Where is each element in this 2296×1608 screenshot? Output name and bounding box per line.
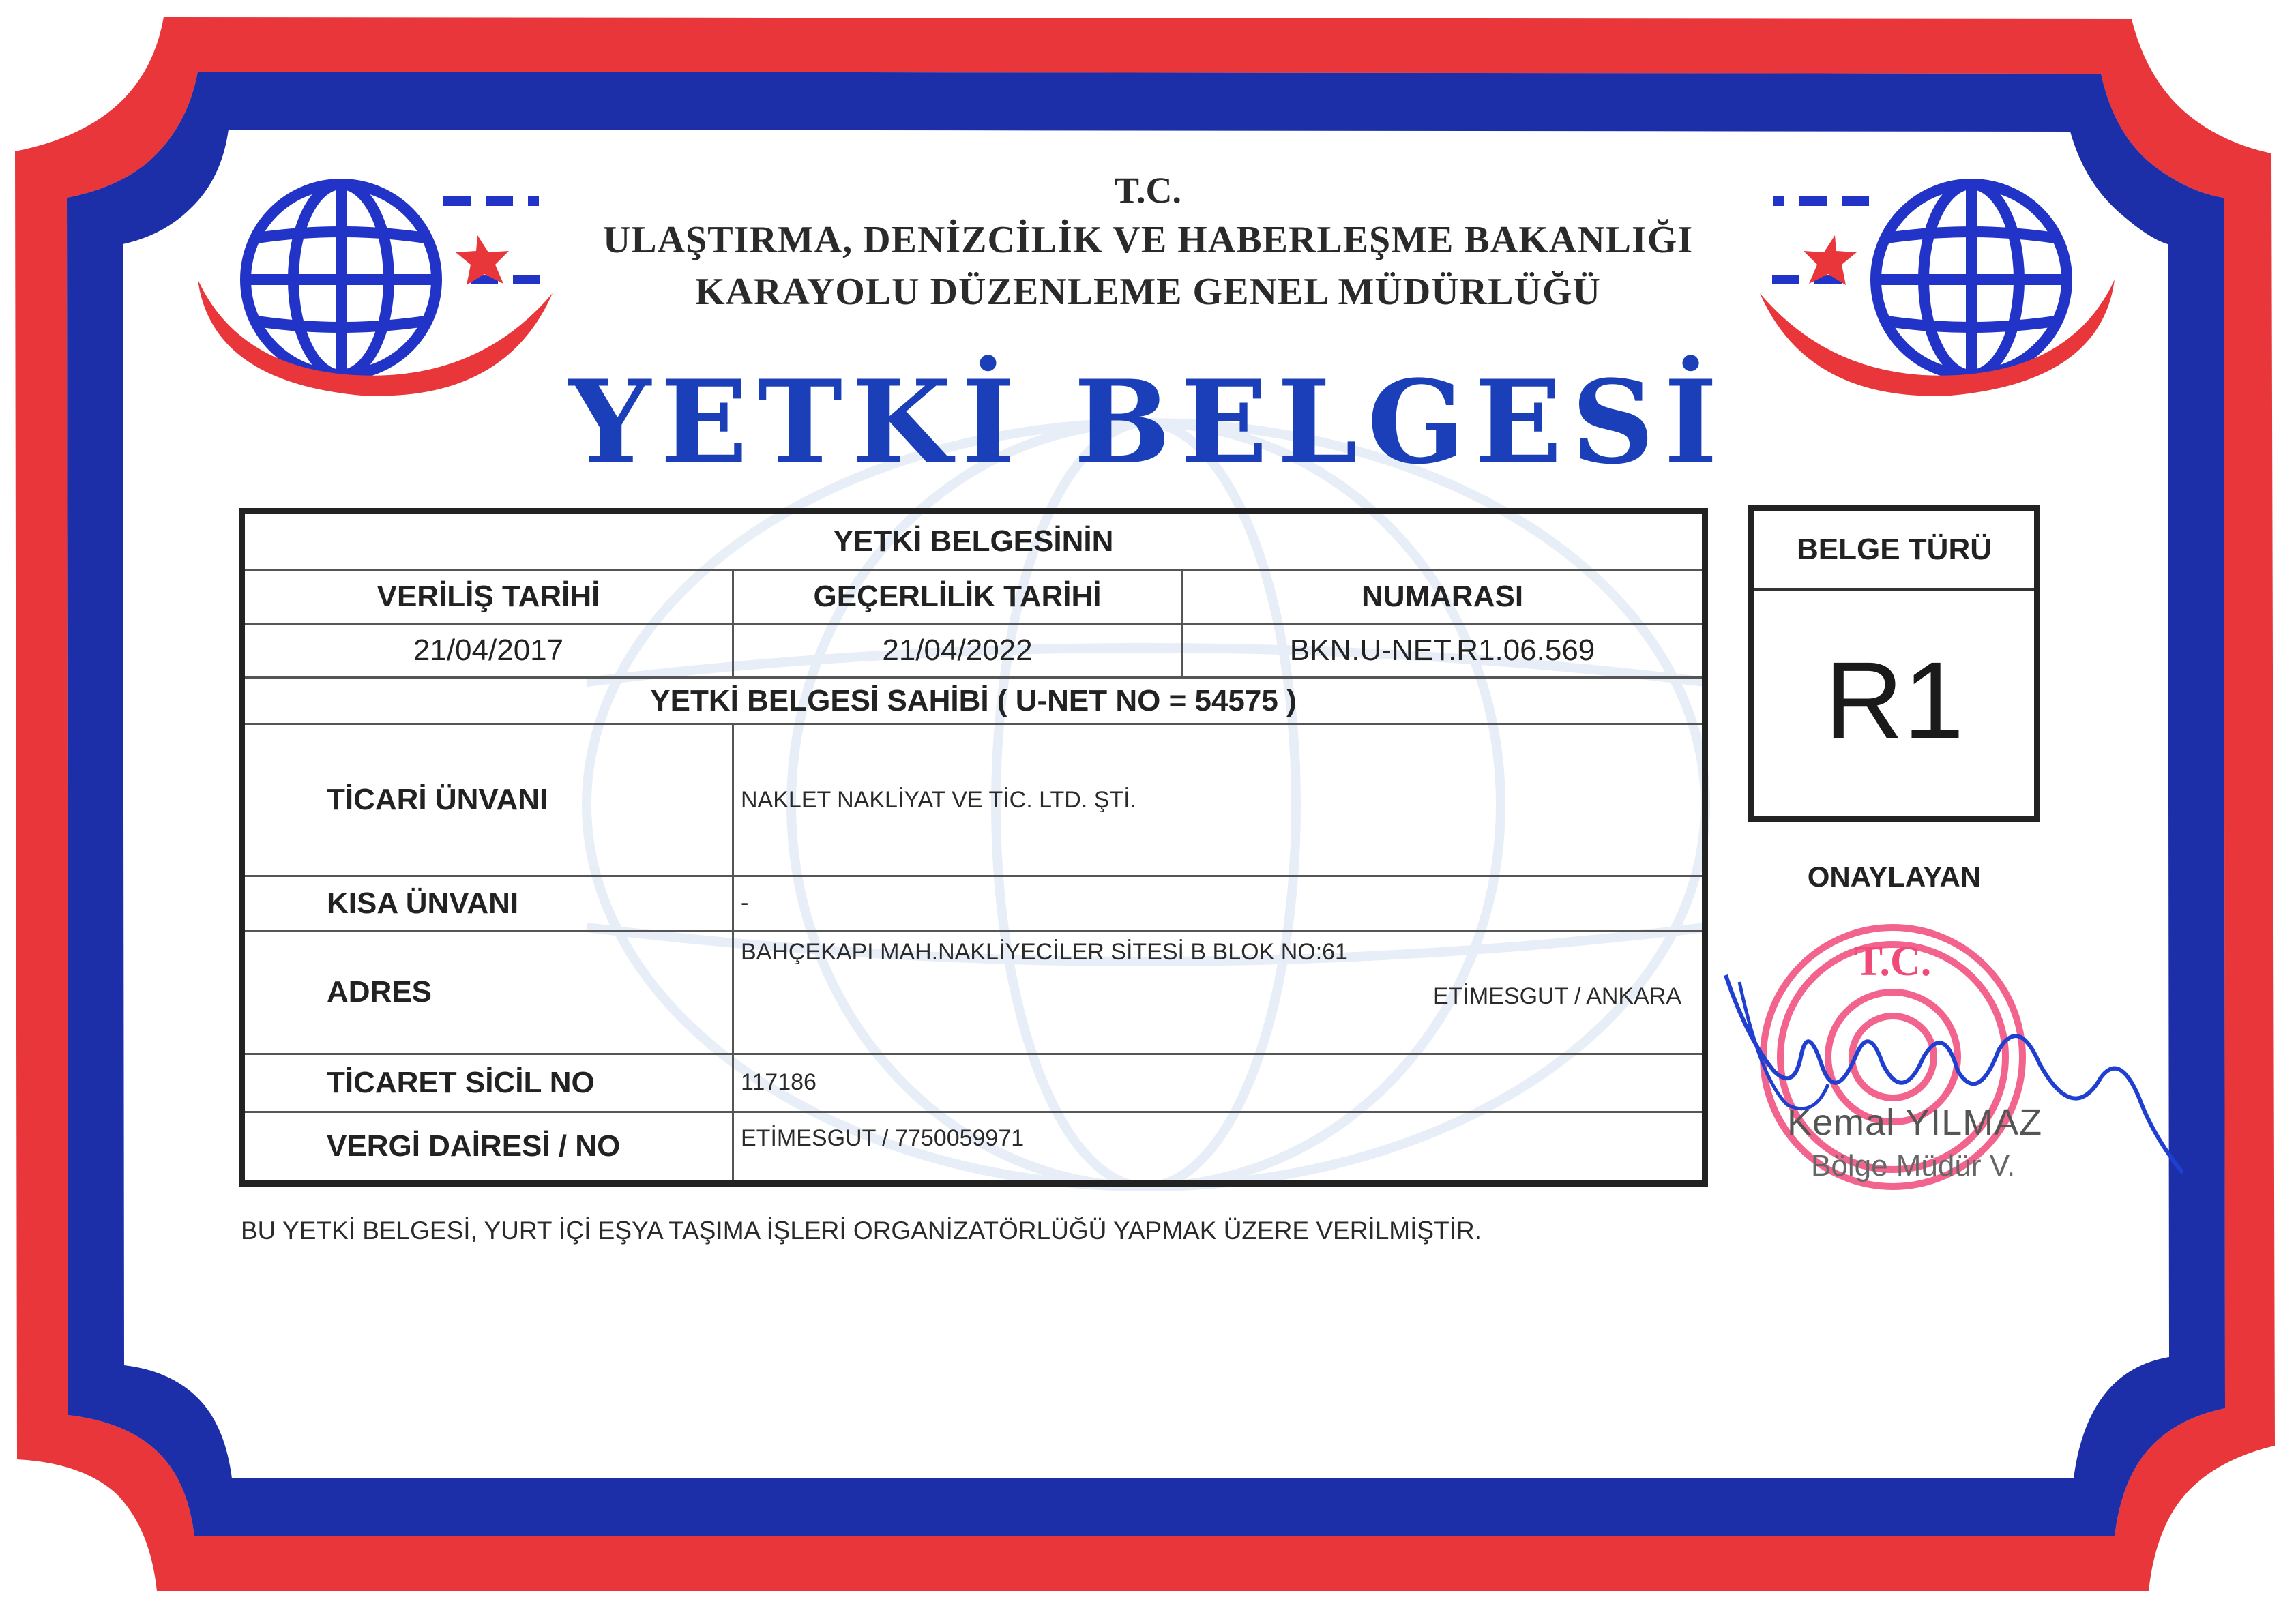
address-line-2: ETİMESGUT / ANKARA bbox=[1433, 983, 1682, 1009]
validity-date-value: 21/04/2022 bbox=[733, 623, 1182, 677]
issue-date-value: 21/04/2017 bbox=[242, 623, 733, 677]
number-value: BKN.U-NET.R1.06.569 bbox=[1182, 623, 1705, 677]
certificate-table bbox=[239, 508, 1708, 1187]
row-label: TİCARET SİCİL NO bbox=[242, 1054, 733, 1112]
document-type-box bbox=[1748, 505, 2040, 822]
document-type-label: BELGE TÜRÜ bbox=[1754, 511, 2034, 591]
header-tc: T.C. bbox=[1114, 170, 1181, 211]
table-row bbox=[242, 1112, 1705, 1183]
signer-title: Bölge Müdür V. bbox=[1811, 1149, 2016, 1182]
table-row bbox=[242, 1054, 1705, 1112]
approver-label: ONAYLAYAN bbox=[1807, 861, 1982, 893]
table-row bbox=[242, 931, 1705, 1054]
section-header: YETKİ BELGESİNİN bbox=[242, 511, 1705, 570]
col-validity-date: GEÇERLİLİK TARİHİ bbox=[733, 569, 1182, 623]
row-value: ETİMESGUT / 7750059971 bbox=[733, 1112, 1705, 1183]
col-number: NUMARASI bbox=[1182, 569, 1705, 623]
stamp-text: T.C. bbox=[1854, 938, 1932, 985]
document-type-value: R1 bbox=[1824, 639, 1964, 761]
row-label: VERGİ DAİRESİ / NO bbox=[242, 1112, 733, 1183]
row-label: TİCARİ ÜNVANI bbox=[242, 724, 733, 876]
row-value bbox=[733, 931, 1705, 1054]
col-issue-date: VERİLİŞ TARİHİ bbox=[242, 569, 733, 623]
row-value: - bbox=[733, 876, 1705, 931]
ministry-name: ULAŞTIRMA, DENİZCİLİK VE HABERLEŞME BAKANLIĞI bbox=[602, 219, 1694, 261]
row-label: KISA ÜNVANI bbox=[242, 876, 733, 931]
table-row bbox=[242, 876, 1705, 931]
signer-name: Kemal YILMAZ bbox=[1787, 1102, 2043, 1143]
footer-note: BU YETKİ BELGESİ, YURT İÇİ EŞYA TAŞIMA İŞLERİ ORGANİZATÖRLÜĞÜ YAPMAK ÜZERE VERİLMİŞTİR. bbox=[241, 1217, 1482, 1245]
owner-header: YETKİ BELGESİ SAHİBİ ( U-NET NO = 54575 ) bbox=[242, 677, 1705, 724]
address-line-1: BAHÇEKAPI MAH.NAKLİYECİLER SİTESİ B BLOK NO:61 bbox=[741, 938, 1348, 965]
department-name: KARAYOLU DÜZENLEME GENEL MÜDÜRLÜĞÜ bbox=[695, 271, 1601, 313]
row-value: NAKLET NAKLİYAT VE TİC. LTD. ŞTİ. bbox=[733, 724, 1705, 876]
row-label: ADRES bbox=[242, 931, 733, 1054]
document-title: YETKİ BELGESİ bbox=[569, 355, 1727, 490]
row-value: 117186 bbox=[733, 1054, 1705, 1112]
table-row bbox=[242, 724, 1705, 876]
